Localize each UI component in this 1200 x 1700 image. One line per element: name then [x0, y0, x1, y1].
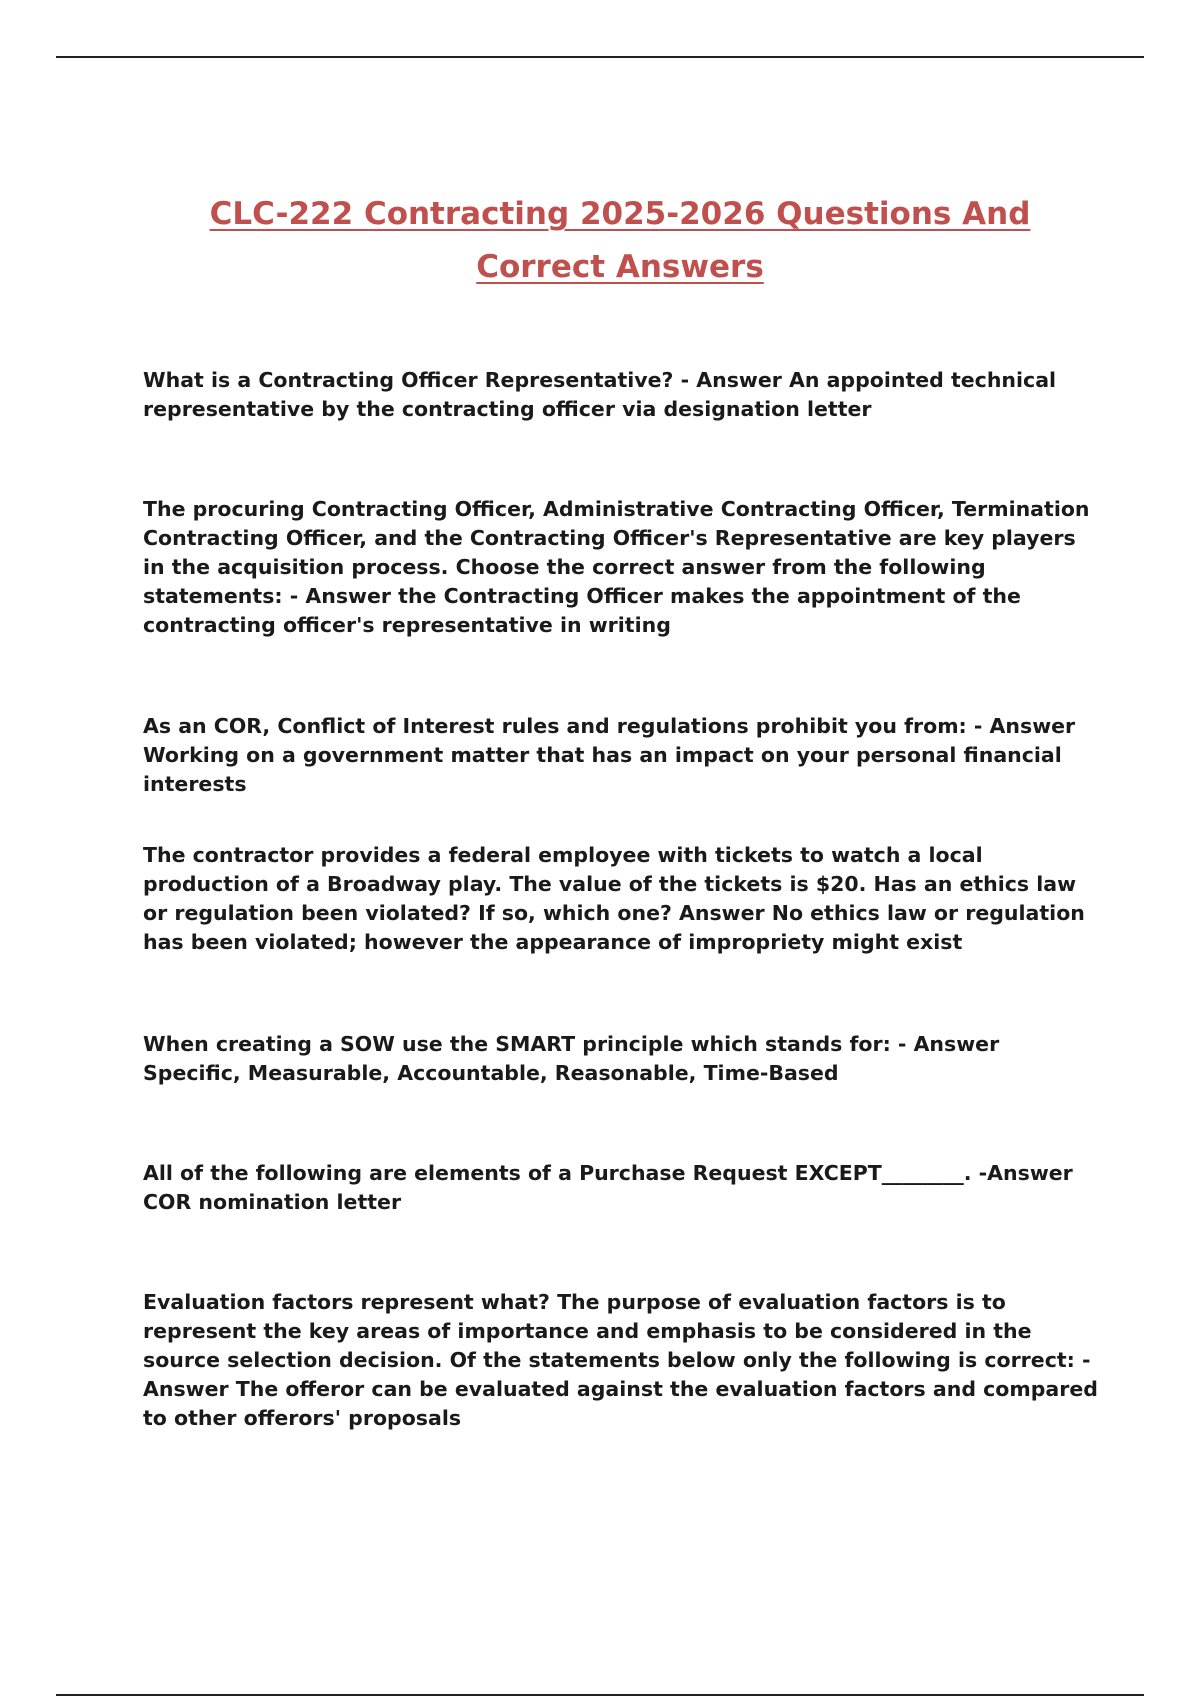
- title-line-1: CLC-222 Contracting 2025-2026 Questions And: [209, 196, 1031, 232]
- qa-item-3: [143, 712, 1103, 799]
- answer-text: An appointed technical representative by the contracting officer via designation letter: [143, 368, 1057, 421]
- answer-text: Working on a government matter that has an impact on your personal financial interests: [143, 743, 1062, 796]
- question-text: Evaluation factors represent what? The purpose of evaluation factors is to represent the key areas of importance and emphasis to be considered in the source selection decision. Of the statements below only the following is correct: -Answer: [143, 1290, 1091, 1401]
- answer-text: the Contracting Officer makes the appointment of the contracting officer's representative in writing: [143, 584, 1021, 637]
- qa-item-2: [143, 495, 1103, 640]
- qa-item-1: [143, 366, 1103, 424]
- question-text: The contractor provides a federal employee with tickets to watch a local production of a Broadway play. The value of the tickets is $20. Has an ethics law or regulation been violated? If so, which one? Answer: [143, 843, 1077, 925]
- answer-text: COR nomination letter: [143, 1190, 402, 1214]
- bottom-rule: [56, 1694, 1144, 1696]
- question-text: What is a Contracting Officer Representative? - Answer: [143, 368, 782, 392]
- top-rule: [56, 56, 1144, 58]
- question-text: All of the following are elements of a Purchase Request EXCEPT________. -Answer: [143, 1161, 1073, 1185]
- question-text: As an COR, Conflict of Interest rules and regulations prohibit you from: - Answer: [143, 714, 1076, 738]
- answer-text: Specific, Measurable, Accountable, Reasonable, Time-Based: [143, 1061, 839, 1085]
- question-text: The procuring Contracting Officer, Administrative Contracting Officer, Termination Contracting Officer, and the Contracting Officer's Representative are key players in the acquisition process. Choose the correct answer from the following statements: - Answer: [143, 497, 1090, 608]
- question-text: When creating a SOW use the SMART principle which stands for: - Answer: [143, 1032, 1000, 1056]
- title-line-2: Correct Answers: [476, 249, 764, 285]
- answer-text: The offeror can be evaluated against the evaluation factors and compared to other offerors' proposals: [143, 1377, 1098, 1430]
- qa-item-7: [143, 1288, 1103, 1433]
- qa-item-6: [143, 1159, 1103, 1217]
- answer-text: No ethics law or regulation has been violated; however the appearance of impropriety might exist: [143, 901, 1085, 954]
- qa-item-5: [143, 1030, 1103, 1088]
- qa-item-4: [143, 841, 1103, 957]
- page-title: [140, 188, 1100, 294]
